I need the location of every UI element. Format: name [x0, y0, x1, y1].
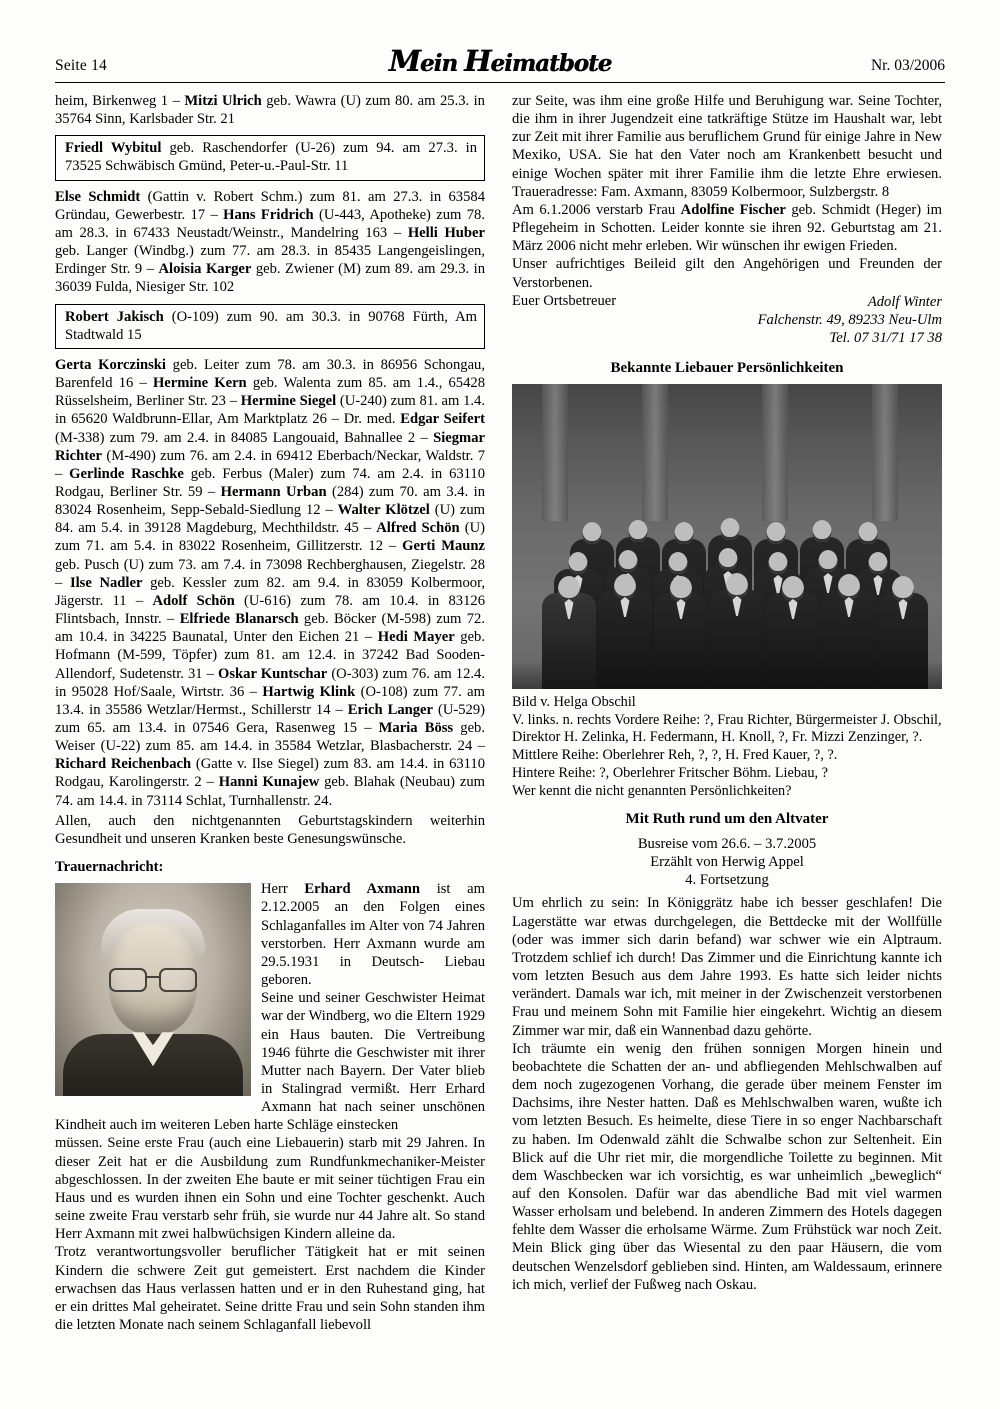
- article-paragraph-1: Um ehrlich zu sein: In Königgrätz habe ich besser geschlafen! Die Lagerstätte war etwas durchgelegen, die Bettdecke mit der Wollfülle (oder was immer sich darin befand) war schwer wie ein Alptraum. Trotzdem schlief ich durch! Das Zimmer und die Einrichtung kannte ich vom letzten Besuch aus dem Jahre 1993. Es hatte sich leider nichts verändert. Damals war ich, mit meiner in der Zwischenzeit verstorbenen Frau und meinem Sohn mit Familie hier eingekehrt. Wichtig an diesem Zimmer war mir, daß ein Wannenbad dazu gehörte.: [512, 895, 942, 1039]
- article-title: Mit Ruth rund um den Altvater: [625, 811, 829, 828]
- obituary-continued-1: zur Seite, was ihm eine große Hilfe und Beruhigung war. Seine Tochter, die ihm in ihrer Jugendzeit eine tatkräftige Stütze im Haushalt war, lebt zur Zeit mit ihrer Familie aus beruflichem Grund für einige Jahre in New Mexiko, USA. Sie hat den Vater noch am Krankenbett besucht und einige Wochen später mit ihrer Familie ihm die letzte Ehre erwiesen. Traueradresse: Fam. Axmann, 83059 Kolbermoor, Sulzbergstr. 8: [512, 93, 942, 200]
- article-subtitle-dates: Busreise vom 26.6. – 3.7.2005: [637, 836, 817, 852]
- obituary-heading: Trauernachricht:: [55, 859, 164, 876]
- birthday-paragraph-2: Else Schmidt (Gattin v. Robert Schm.) zum 81. am 27.3. in 63584 Gründau, Gewerbestr. 17 – Hans Fridrich (U-443, Apotheke) zum 78. am 28.3. in 67433 Neustadt/Weinstr., Mandelring 163 – Helli Huber geb. Langer (Windbg.) zum 77. am 28.3. in 85435 Langengeislingen, Erdinger Str. 9 – Aloisia Karger geb. Zwiener (M) zum 89. am 29.3. in 36039 Fulda, Niesiger Str. 102: [55, 188, 485, 296]
- obituary-paragraph-3: Trotz verantwortungsvoller beruflicher Tätigkeit hat er mit seinen Kindern die schwere Zeit gut gemeistert. Erst nachdem die Kinder erwachsen das Haus verlassen hatten und er in den Ruhestand ging, hat er ein drittes Mal geheiratet. Seine dritte Frau und sein Sohn standen ihm die letzten Monate nach seinem Schlaganfall liebevoll: [55, 1244, 485, 1333]
- group-photo-liebauer-persoenlichkeiten: [512, 384, 942, 689]
- signature-line-label: Euer Ortsbetreuer: [512, 292, 617, 309]
- photo-caption-middle-row: Mittlere Reihe: Oberlehrer Reh, ?, ?, H. Fred Kauer, ?, ?.: [512, 747, 838, 764]
- article-subtitle-part: 4. Fortsetzung: [685, 872, 769, 889]
- signature-address: Falchenstr. 49, 89233 Neu-Ulm: [757, 312, 942, 329]
- signature-name: Adolf Winter: [867, 293, 942, 310]
- boxed-entry-wybitul: Friedl Wybitul geb. Raschendorfer (U-26) zum 94. am 27.3. in 73525 Schwäbisch Gmünd, Peter-u.-Paul-Str. 11: [55, 135, 485, 180]
- birthday-paragraph-1: heim, Birkenweg 1 – Mitzi Ulrich geb. Wawra (U) zum 80. am 25.3. in 35764 Sinn, Karlsbader Str. 21: [55, 93, 485, 128]
- issue-number: Nr. 03/2006: [870, 57, 945, 74]
- obituary-paragraph-2: müssen. Seine erste Frau (auch eine Liebauerin) starb mit 29 Jahren. In dieser Zeit hat er die Ausbildung zum Rundfunkmechaniker-Meister abgeschlossen. In der zweiten Ehe baute er mit seiner tüchtigen Frau ein Haus und es wurden ihnen ein Sohn und eine Tochter geschenkt. Auch seine zweite Frau verstarb sehr früh, sie wurde nur 44 Jahre alt. So stand Herr Axmann mit zwei halbwüchsigen Kindern alleine da.: [55, 1135, 485, 1243]
- page-number: Seite 14: [55, 57, 107, 74]
- left-column: [55, 92, 485, 1334]
- boxed-entry-jakisch: Robert Jakisch (O-109) zum 90. am 30.3. in 90768 Fürth, Am Stadtwald 15: [55, 304, 485, 349]
- photo-caption-question: Wer kennt die nicht genannten Persönlichkeiten?: [512, 782, 792, 799]
- right-column: [512, 92, 942, 1294]
- condolence-paragraph: Unser aufrichtiges Beileid gilt den Angehörigen und Freunden der Verstorbenen.: [512, 256, 942, 291]
- article-subtitle-author: Erzählt von Herwig Appel: [650, 854, 804, 871]
- obituary-continued-2: Am 6.1.2006 verstarb Frau Adolfine Fischer geb. Schmidt (Heger) im Pflegeheim in Schotten. Leider konnte sie ihren 92. Geburtstag am 21. März 2006 nicht mehr erleben. Wir wünschen ihr ewigen Frieden.: [512, 201, 942, 255]
- photo-section-heading: Bekannte Liebauer Persönlichkeiten: [610, 360, 844, 377]
- portrait-photo-erhard-axmann: [55, 883, 251, 1096]
- photo-caption-back-row: Hintere Reihe: ?, Oberlehrer Fritscher Böhm. Liebau, ?: [512, 764, 829, 781]
- article-paragraph-2: Ich träumte ein wenig den frühen sonnigen Morgen hinein und beobachtete die Schatten der an- und abfliegenden Mehlschwalben auf dem noch zugezogenen Vorhang, die gerade über meinem Fenster im Dachsims, ihre Nester hatten. Daß es Mehlschwalben waren, wußte ich vom letzten Besuch. Es heimelte, diese Tiere in so enger Nachbarschaft zu haben. Im Odenwald zählt die Schwalbe schon zur Seltenheit. Ein Blick auf die Uhr riet mir, die morgendliche Toilette zu beginnen. Mit dem Waschbecken war ich vorsichtig, es war unheimlich „beweglich“ auf den Konsolen. Dafür war das abendliche Bad mit viel warmen Wasser erholsam und belebend. In anderen Zimmern des Hotels dagegen fehlte dem Wasser die erholsame Wärme. Zum Frühstück war noch Zeit. Mein Blick ging über das Wiesental zu den paar Häusern, die vom deutschen Wenzelsdorf geblieben sind. Hinten, am Waldessaum, erinnere ich mich, verlief der Fußweg nach Oskau.: [512, 1040, 942, 1293]
- signature-phone: Tel. 07 31/71 17 38: [829, 330, 942, 347]
- photo-caption-front-row: V. links. n. rechts Vordere Reihe: ?, Frau Richter, Bürgermeister J. Obschil, Direktor H. Zelinka, H. Federmann, H. Knoll, ?, Fr. Mizzi Zenzinger, ?.: [512, 711, 942, 746]
- page-header: [55, 38, 945, 83]
- obituary-paragraph-1: Herr Erhard Axmann ist am 2.12.2005 an den Folgen eines Schlaganfalles im Alter von 74 Jahren verstorben. Herr Axmann wurde am 29.5.1931 in Deutsch- Liebau geboren. Seine und seiner Geschwister Heimat war der Windberg, wo die Eltern 1929 ein Haus bauten. Die Vertreibung 1946 führte die Geschwister mit ihrer Mutter nach Bayern. Der Vater blieb in Stalingrad vermißt. Herr Erhard Axmann hat nach seiner unschönen Kindheit auch im weiteren Leben harte Schläge einstecken: [55, 881, 485, 1134]
- birthday-paragraph-3: Gerta Korczinski geb. Leiter zum 78. am 30.3. in 86956 Schongau, Barenfeld 16 – Hermine Kern geb. Walenta zum 85. am 1.4., 65428 Rüsselsheim, Berliner Str. 23 – Hermine Siegel (U-240) zum 81. am 1.4. in 65620 Waldbrunn-Ellar, Am Marktplatz 26 – Dr. med. Edgar Seifert (M-338) zum 79. am 2.4. in 84085 Langouaid, Bahnallee 2 – Siegmar Richter (M-490) zum 76. am 2.4. in 69412 Eberbach/Neckar, Waldstr. 7 – Gerlinde Raschke geb. Ferbus (Maler) zum 74. am 2.4. in 63110 Rodgau, Berliner Str. 59 – Hermann Urban (284) zum 70. am 3.4. in 83024 Rosenheim, Sepp-Sebald-Siedlung 12 – Walter Klötzel (U) zum 84. am 5.4. in 39128 Magdeburg, Mechthildstr. 45 – Alfred Schön (U) zum 71. am 5.4. in 83022 Rosenheim, Gillitzerstr. 12 – Gerti Maunz geb. Pusch (U) zum 73. am 7.4. in 73098 Rechberghausen, Ziegelstr. 28 – Ilse Nadler geb. Kessler zum 82. am 9.4. in 83059 Kolbermoor, Jägerstr. 11 – Adolf Schön (U-616) zum 78. am 10.4. in 83126 Flintsbach, Innstr. – Elfriede Blanarsch geb. Böcker (M-598) zum 72. am 10.4. in 34225 Baunatal, Unter den Eichen 21 – Hedi Mayer geb. Hofmann (M-599, Töpfer) zum 81. am 12.4. in 37242 Bad Sooden-Allendorf, Sudetenstr. 31 – Oskar Kuntschar (O-303) zum 76. am 12.4. in 95028 Hof/Saale, Wirtstr. 36 – Hartwig Klink (O-108) zum 77. am 13.4. in 35586 Wetzlar/Hermst., Schillerstr 14 – Erich Langer (U-529) zum 65. am 13.4. in 07546 Gera, Rasenweg 15 – Maria Böss geb. Weiser (U-22) zum 85. am 14.4. in 35584 Wetzlar, Blasbacherstr. 24 – Richard Reichenbach (Gatte v. Ilse Siegel) zum 83. am 14.4. in 63110 Rodgau, Karolingerstr. 2 – Hanni Kunajew geb. Blahak (Neubau) zum 74. am 14.4. in 73114 Schlat, Turnhallenstr. 24.: [55, 356, 486, 809]
- birthday-closing: Allen, auch den nichtgenannten Geburtstagskindern weiterhin Gesundheit und unseren Kranken beste Genesungswünsche.: [55, 812, 485, 847]
- photo-credit: Bild v. Helga Obschil: [512, 694, 636, 711]
- masthead-logo: Mein Heimatbote: [388, 44, 612, 78]
